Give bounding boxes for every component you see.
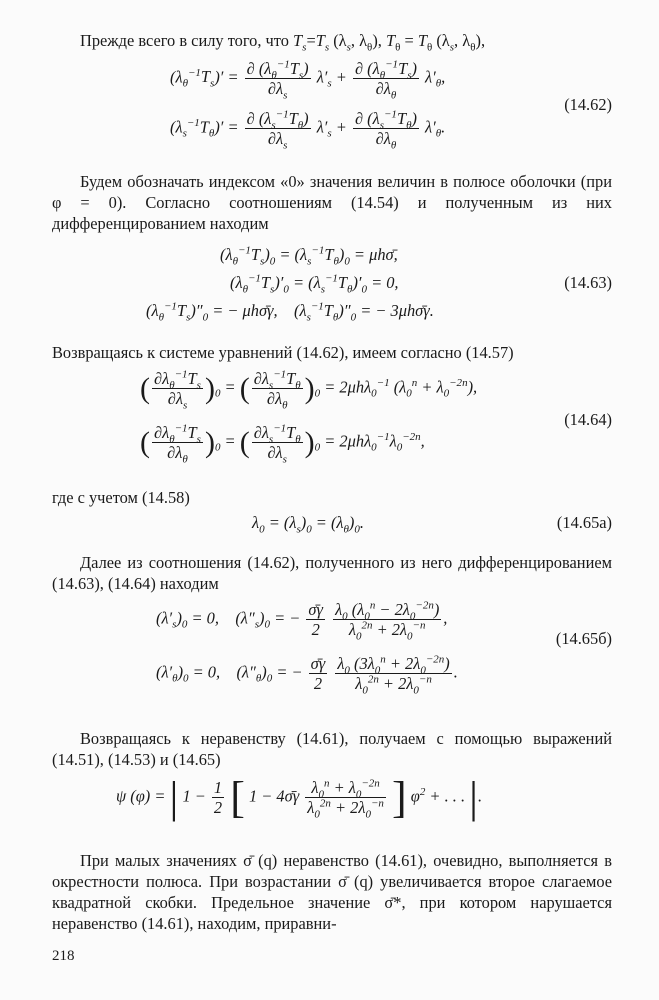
- eq-14-64-line2: ( $\frac{\partial\lambda_\theta^{-1}T_s}{\partial\lambda_\theta}$ )$_0$ = ( $\frac{\partial\lambda_s^{-1}T_\theta}{\partial\lambda_s}$ )$_0 = 2\mu h\lambda_0^{-1}\lambda_0^{-2n}$,: [140, 422, 425, 466]
- eq-14-63-number: (14.63): [564, 273, 612, 292]
- eq-14-65a-number: (14.65а): [556, 513, 612, 532]
- eq-psi-line1: ψ (φ) = | 1 − $\frac{1}{2}$ [ 1 − 4σ̄γ $\frac{\lambda_0^n + \lambda_0^{-2n}}{\lambda_0^{2n} + 2\lambda_0^{-n}}$ ] $\varphi^2$ + . . . |.: [116, 773, 483, 822]
- eq-14-65a-line1: $\lambda_0 = (\lambda_s)_0 = (\lambda_\theta)_0$.: [252, 513, 364, 536]
- equation-14-65b: [52, 594, 612, 710]
- eq-14-64-line1: ( $\frac{\partial\lambda_\theta^{-1}T_s}{\partial\lambda_s}$ )$_0$ = ( $\frac{\partial\lambda_s^{-1}T_\theta}{\partial\lambda_\theta}$ )$_0 = 2\mu h\lambda_0^{-1}$ $(\lambda_0^n + \lambda_0^{-2n})$,: [140, 368, 478, 412]
- paragraph-4: где с учетом (14.58): [52, 488, 190, 507]
- equation-14-62: [52, 51, 612, 157]
- paragraph-2: Будем обозначать индексом «0» значения величин в полюсе оболочки (при φ = 0). Согласно соотношениям (14.54) и полученным из них дифференцированием находим: [52, 172, 612, 233]
- paragraph-7: При малых значениях σ̄ (q) неравенство (14.61), очевидно, выполняется в окрестности полюса. При возрастании σ̄ (q) увеличивается второе слагаемое квадратной скобки. Предельное значение σ̄*, при котором нарушается неравенство (14.61), находим, приравни-: [52, 851, 612, 933]
- page-number: 218: [52, 948, 75, 964]
- eq-14-62-line2: $(\lambda_s^{-1}T_\theta)'$ = $\frac{\partial (\lambda_s^{-1}T_\theta)}{\partial\lambda_s}$ $\lambda'_s$ + $\frac{\partial (\lambda_s^{-1}T_\theta)}{\partial\lambda_\theta}$ $\lambda'_\theta$.: [170, 108, 446, 152]
- equation-14-64: [52, 363, 612, 479]
- page-body: [52, 30, 612, 934]
- equation-psi: [52, 770, 612, 846]
- equation-14-65a: [52, 508, 612, 538]
- eq-14-64-number: (14.64): [564, 410, 612, 429]
- equation-14-63: [52, 234, 612, 330]
- eq-14-65b-line2: $(\lambda'_\theta)_0 = 0$, $(\lambda''_\theta)_0$ = − $\frac{\sigmā\gamma}{2}$ $\frac{\lambda_0 (3\lambda_0^n + 2\lambda_0^{-2n})}{\lambda_0^{2n} + 2\lambda_0^{-n}}$ .: [156, 653, 458, 697]
- eq-14-62-line1: $(\lambda_\theta^{-1}T_s)'$ = $\frac{\partial (\lambda_\theta^{-1}T_s)}{\partial\lambda_s}$ $\lambda'_s$ + $\frac{\partial (\lambda_\theta^{-1}T_s)}{\partial\lambda_\theta}$ $\lambda'_\theta$,: [170, 58, 446, 102]
- paragraph-5: Далее из соотношения (14.62), полученного из него дифференцированием (14.63), (14.64) находим: [52, 553, 612, 593]
- paragraph-6: Возвращаясь к неравенству (14.61), получаем с помощью выражений (14.51), (14.53) и (14.65): [52, 729, 612, 769]
- eq-14-63-line3: $(\lambda_\theta^{-1}T_s)''_0$ = − μhσ̄γ, $(\lambda_s^{-1}T_\theta)''_0$ = − 3μhσ̄γ.: [146, 300, 434, 324]
- paragraph-1: Прежде всего в силу того, что $T_s=T_s$ ($\lambda_s$, $\lambda_\theta$), $T_\theta = T_\theta$ ($\lambda_s$, $\lambda_\theta$),: [80, 31, 486, 54]
- eq-14-62-number: (14.62): [564, 95, 612, 114]
- eq-14-63-line1: $(\lambda_\theta^{-1}T_s)_0 = (\lambda_s^{-1}T_\theta)_0$ = μhσ̄,: [220, 244, 398, 268]
- eq-14-63-line2: $(\lambda_\theta^{-1}T_s)'_0 = (\lambda_s^{-1}T_\theta)'_0 = 0$,: [230, 272, 399, 296]
- eq-14-65b-number: (14.65б): [555, 629, 612, 648]
- eq-14-65b-line1: $(\lambda'_s)_0 = 0$, $(\lambda''_s)_0$ = − $\frac{\sigmā\gamma}{2}$ $\frac{\lambda_0 (\lambda_0^n - 2\lambda_0^{-2n})}{\lambda_0^{2n} + 2\lambda_0^{-n}}$ ,: [156, 599, 448, 643]
- paragraph-3: Возвращаясь к системе уравнений (14.62), имеем согласно (14.57): [52, 343, 514, 362]
